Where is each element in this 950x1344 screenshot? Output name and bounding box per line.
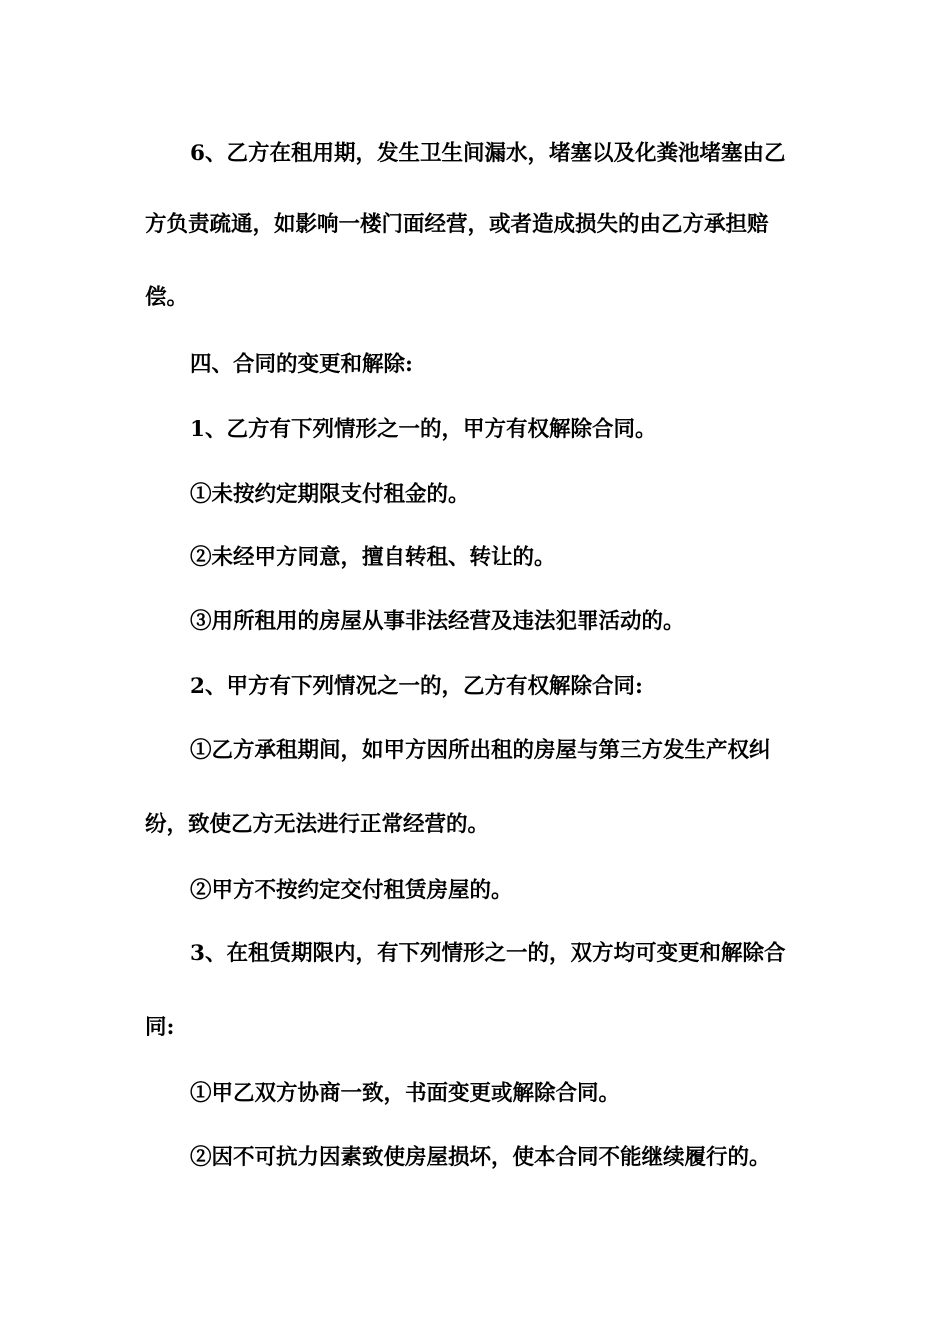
clause-1-item-2: ②未经甲方同意，擅自转租、转让的。	[190, 545, 556, 570]
clause-1: 1、乙方有下列情形之一的，甲方有权解除合同。	[190, 417, 657, 442]
paragraph-line-1: 6、乙方在租用期，发生卫生间漏水，堵塞以及化粪池堵塞由乙	[190, 141, 786, 166]
clause-2: 2、甲方有下列情况之一的，乙方有权解除合同:	[190, 674, 643, 699]
clause-3-item-1: ①甲乙双方协商一致，书面变更或解除合同。	[190, 1081, 621, 1106]
clause-2-item-1-line-2: 纷，致使乙方无法进行正常经营的。	[145, 812, 490, 837]
clause-3-line-1: 3、在租赁期限内，有下列情形之一的，双方均可变更和解除合	[190, 941, 786, 966]
paragraph-line-2: 方负责疏通，如影响一楼门面经营，或者造成损失的由乙方承担赔	[145, 212, 769, 237]
clause-3-line-2: 同:	[145, 1015, 175, 1040]
clause-1-item-3: ③用所租用的房屋从事非法经营及违法犯罪活动的。	[190, 609, 685, 634]
clause-2-item-1-line-1: ①乙方承租期间，如甲方因所出租的房屋与第三方发生产权纠	[190, 738, 771, 763]
clause-2-item-2: ②甲方不按约定交付租赁房屋的。	[190, 878, 513, 903]
section-heading: 四、合同的变更和解除:	[190, 352, 413, 377]
clause-3-item-2: ②因不可抗力因素致使房屋损坏，使本合同不能继续履行的。	[190, 1145, 771, 1170]
clause-1-item-1: ①未按约定期限支付租金的。	[190, 482, 470, 507]
paragraph-line-3: 偿。	[145, 285, 189, 310]
